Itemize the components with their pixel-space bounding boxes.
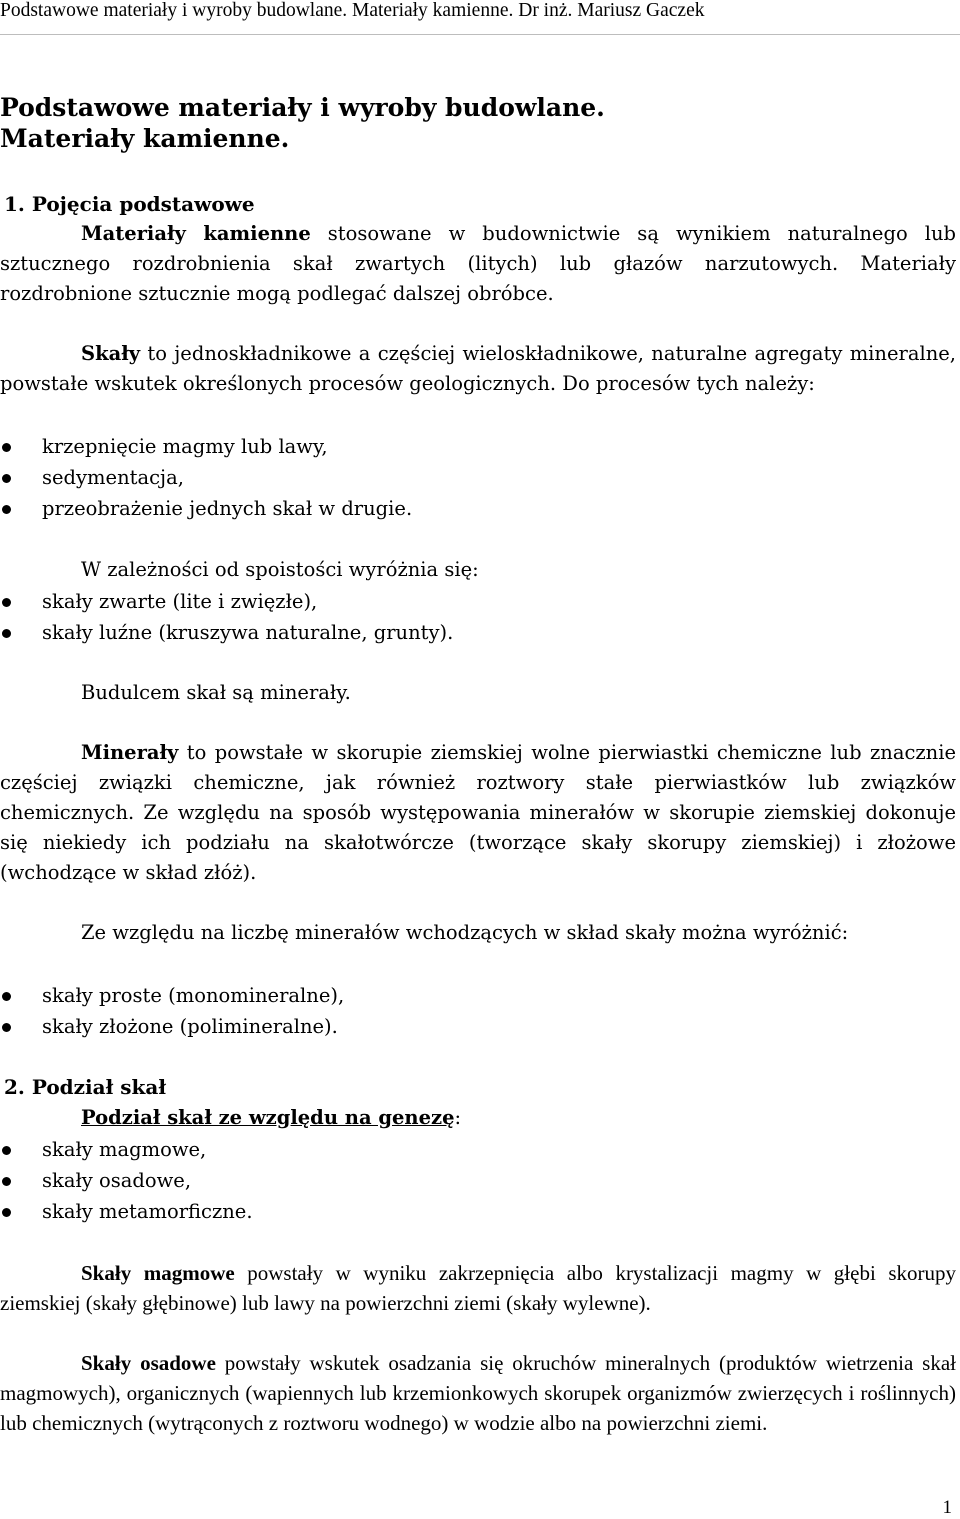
paragraph-mineraly [0, 738, 956, 888]
term-skaly-osadowe: Skały osadowe [81, 1351, 216, 1375]
list-spoistosc [0, 586, 960, 648]
list-item: sedymentacja, [0, 462, 960, 493]
paragraph-skaly [0, 339, 956, 399]
term-mineraly: Minerały [81, 741, 179, 764]
paragraph-liczba-mineralow: Ze względu na liczbę minerałów wchodzących w skład skały można wyróżnić: [81, 921, 849, 944]
list-item: przeobrażenie jednych skał w drugie. [0, 493, 960, 524]
subsection-geneza [81, 1103, 960, 1133]
paragraph-text: stosowane w budownictwie są wynikiem naturalnego lub sztucznego rozdrobnienia skał zwartych (litych) lub głazów narzutowych. Materiały rozdrobnione sztucznie mogą podlegać dalszej obróbce. [0, 222, 956, 305]
paragraph-text: powstały wskutek osadzania się okruchów mineralnych (produktów wietrzenia skał magmowych), organicznych (wapiennych lub krzemionkowych skorupek organizmów zwierzęcych i roślinnych) lub chemicznych (wytrąconych z roztworu wodnego) w wodzie albo na powierzchni ziemi. [0, 1351, 957, 1435]
paragraph-spoistosc: W zależności od spoistości wyróżnia się: [81, 558, 479, 581]
subsection-colon: : [454, 1106, 462, 1129]
paragraph-skaly-magmowe [0, 1258, 956, 1318]
title-line-2: Materiały kamienne. [0, 124, 290, 153]
term-materialy-kamienne: Materiały kamienne [81, 222, 311, 245]
paragraph-text: to jednoskładnikowe a częściej wieloskładnikowe, naturalne agregaty mineralne, powstałe wskutek określonych procesów geologicznych. Do procesów tych należy: [0, 342, 956, 395]
paragraph-budulcem: Budulcem skał są minerały. [81, 681, 351, 704]
running-header: Podstawowe materiały i wyroby budowlane. Materiały kamienne. Dr inż. Mariusz Gaczek [0, 0, 705, 21]
list-geneza [0, 1134, 960, 1227]
list-item: skały proste (monomineralne), [0, 980, 960, 1011]
paragraph-text: powstały w wyniku zakrzepnięcia albo krystalizacji magmy w głębi skorupy ziemskiej (skały głębinowe) lub lawy na powierzchni ziemi (skały wylewne). [0, 1261, 956, 1315]
paragraph-text: to powstałe w skorupie ziemskiej wolne pierwiastki chemiczne lub znacznie częściej związki chemiczne, jak również roztwory stałe pierwiastków lub związków chemicznych. Ze względu na sposób występowania minerałów w skorupie ziemskiej dokonuje się niekiedy ich podziału na skałotwórcze (tworzące skały skorupy ziemskiej) i złożowe (wchodzące w skład złóż). [0, 741, 956, 884]
section-2-heading: 2. Podział skał [4, 1075, 167, 1099]
list-geological-processes [0, 431, 960, 524]
list-item: skały magmowe, [0, 1134, 960, 1165]
list-liczba-mineralow [0, 980, 960, 1042]
paragraph-materialy-kamienne [0, 219, 956, 309]
term-skaly-magmowe: Skały magmowe [81, 1261, 235, 1285]
list-item: skały metamorficzne. [0, 1196, 960, 1227]
section-1-heading: 1. Pojęcia podstawowe [4, 192, 255, 216]
page-number: 1 [942, 1497, 952, 1518]
document-title [0, 92, 960, 154]
paragraph-skaly-osadowe [0, 1348, 956, 1438]
list-item: krzepnięcie magmy lub lawy, [0, 431, 960, 462]
list-item: skały osadowe, [0, 1165, 960, 1196]
subsection-geneza-title: Podział skał ze względu na genezę [81, 1106, 455, 1129]
list-item: skały złożone (polimineralne). [0, 1011, 960, 1042]
term-skaly: Skały [81, 342, 141, 365]
title-line-1: Podstawowe materiały i wyroby budowlane. [0, 93, 605, 122]
list-item: skały zwarte (lite i zwięzłe), [0, 586, 960, 617]
header-divider [0, 34, 960, 35]
list-item: skały luźne (kruszywa naturalne, grunty). [0, 617, 960, 648]
